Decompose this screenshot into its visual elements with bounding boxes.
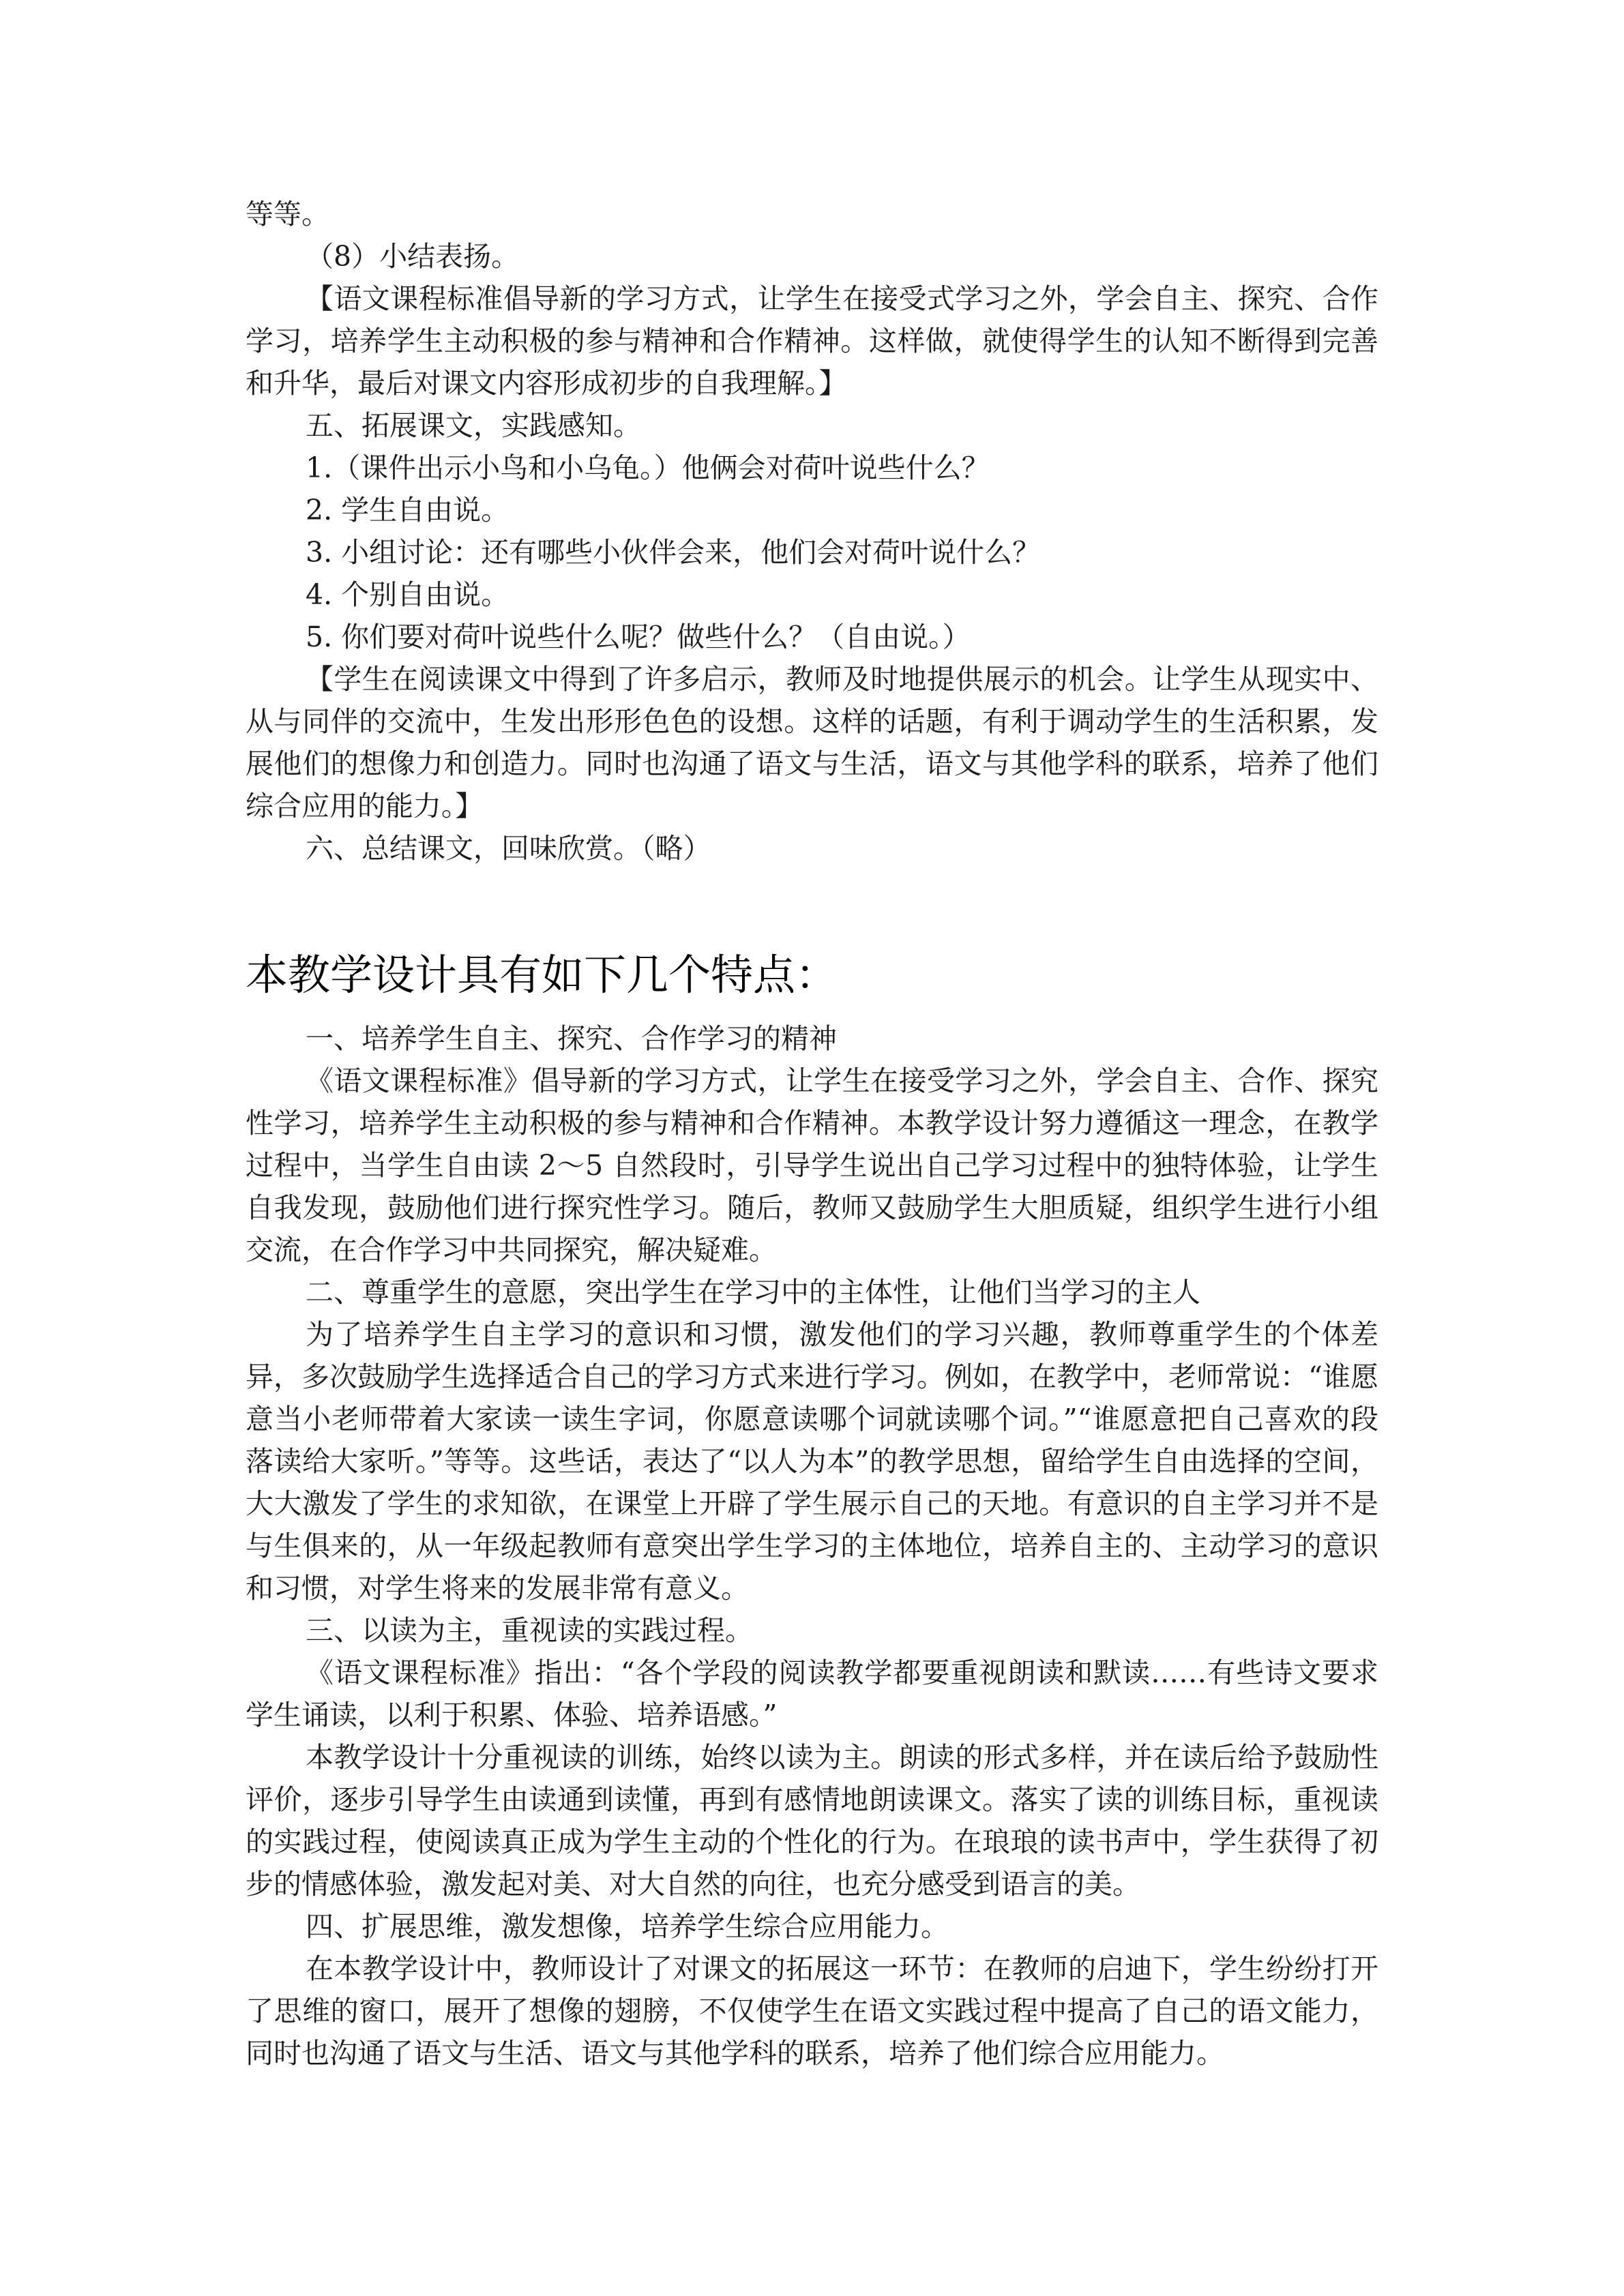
paragraph: 三、以读为主，重视读的实践过程。 xyxy=(306,1614,753,1647)
paragraph: 四、扩展思维，激发想像，培养学生综合应用能力。 xyxy=(306,1910,949,1943)
paragraph: 二、尊重学生的意愿，突出学生在学习中的主体性，让他们当学习的主人 xyxy=(306,1276,1200,1309)
features-section xyxy=(246,1017,1378,2074)
paragraph: 《语文课程标准》倡导新的学习方式，让学生在接受学习之外，学会自主、合作、探究性学习，培养学生主动积极的参与精神和合作精神。本教学设计努力遵循这一理念，在教学过程中，当学生自由读 2～5 自然段时，引导学生说出自己学习过程中的独特体验，让学生自我发现，鼓励他们进行探究性学习。随后，教师又鼓励学生大胆质疑，组织学生进行小组交流，在合作学习中共同探究，解决疑难。 xyxy=(246,1064,1378,1266)
paragraph: 【语文课程标准倡导新的学习方式，让学生在接受式学习之外，学会自主、探究、合作学习，培养学生主动积极的参与精神和合作精神。这样做，就使得学生的认知不断得到完善和升华，最后对课文内容形成初步的自我理解。】 xyxy=(246,282,1378,400)
paragraph: 本教学设计十分重视读的训练，始终以读为主。朗读的形式多样，并在读后给予鼓励性评价，逐步引导学生由读通到读懂，再到有感情地朗读课文。落实了读的训练目标，重视读的实践过程，使阅读真正成为学生主动的个性化的行为。在琅琅的读书声中，学生获得了初步的情感体验，激发起对美、对大自然的向往，也充分感受到语言的美。 xyxy=(246,1741,1378,1900)
paragraph: 等等。 xyxy=(246,198,329,230)
paragraph: 在本教学设计中，教师设计了对课文的拓展这一环节：在教师的启迪下，学生纷纷打开了思维的窗口，展开了想像的翅膀，不仅使学生在语文实践过程中提高了自己的语文能力，同时也沟通了语文与生活、语文与其他学科的联系，培养了他们综合应用能力。 xyxy=(246,1952,1378,2070)
paragraph: 2. 学生自由说。 xyxy=(306,494,510,526)
paragraph: 4. 个别自由说。 xyxy=(306,578,510,611)
paragraph: 《语文课程标准》指出：“各个学段的阅读教学都要重视朗读和默读……有些诗文要求学生诵读，以利于积累、体验、培养语感。” xyxy=(246,1656,1378,1731)
paragraph: 一、培养学生自主、探究、合作学习的精神 xyxy=(306,1022,837,1055)
paragraph: 六、总结课文，回味欣赏。（略） xyxy=(306,832,711,865)
paragraph: 五、拓展课文，实践感知。 xyxy=(306,409,641,442)
top-section xyxy=(246,193,1378,869)
paragraph: 为了培养学生自主学习的意识和习惯，激发他们的学习兴趣，教师尊重学生的个体差异，多次鼓励学生选择适合自己的学习方式来进行学习。例如，在教学中，老师常说：“谁愿意当小老师带着大家读一读生字词，你愿意读哪个词就读哪个词。”“谁愿意把自己喜欢的段落读给大家听。”等等。这些话，表达了“以人为本”的教学思想，留给学生自由选择的空间，大大激发了学生的求知欲，在课堂上开辟了学生展示自己的天地。有意识的自主学习并不是与生俱来的，从一年级起教师有意突出学生学习的主体地位，培养自主的、主动学习的意识和习惯，对学生将来的发展非常有意义。 xyxy=(246,1318,1378,1605)
paragraph: 【学生在阅读课文中得到了许多启示，教师及时地提供展示的机会。让学生从现实中、从与同伴的交流中，生发出形形色色的设想。这样的话题，有利于调动学生的生活积累，发展他们的想像力和创造力。同时也沟通了语文与生活，语文与其他学科的联系，培养了他们综合应用的能力。】 xyxy=(246,663,1378,822)
section-heading: 本教学设计具有如下几个特点： xyxy=(246,950,838,1000)
paragraph: 5. 你们要对荷叶说些什么呢？做些什么？（自由说。） xyxy=(306,621,971,653)
paragraph: （8）小结表扬。 xyxy=(306,240,520,273)
paragraph: 3. 小组讨论：还有哪些小伙伴会来，他们会对荷叶说什么？ xyxy=(306,536,1041,569)
paragraph: 1.（课件出示小鸟和小乌龟。）他俩会对荷叶说些什么？ xyxy=(306,451,990,484)
